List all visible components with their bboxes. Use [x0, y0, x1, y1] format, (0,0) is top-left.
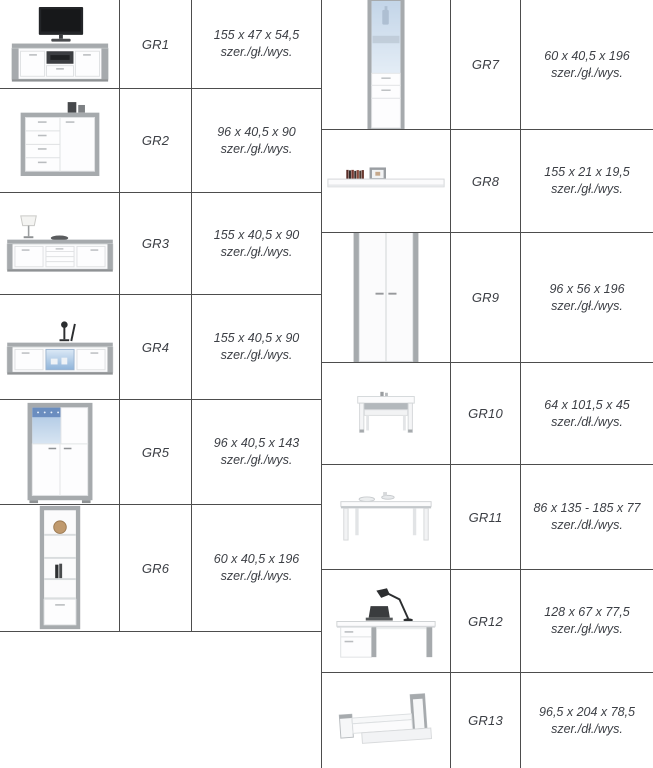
product-code-gr12: GR12 — [451, 570, 521, 673]
dimensions-axes-label: szer./dł./wys. — [551, 414, 623, 429]
dimensions-value: 96,5 x 204 x 78,5 — [539, 704, 635, 719]
dimensions-value: 96 x 56 x 196 — [549, 281, 625, 296]
product-dimensions-cell — [521, 233, 653, 363]
product-code-gr2: GR2 — [120, 89, 192, 193]
dimensions-value: 96 x 40,5 x 90 — [217, 124, 296, 139]
product-table-left — [0, 0, 322, 632]
furniture-image-chest-of-drawers — [0, 89, 120, 193]
product-dimensions-cell — [521, 0, 653, 130]
product-dimensions-cell — [521, 465, 653, 570]
dimensions-axes-label: szer./gł./wys. — [220, 45, 293, 59]
furniture-image-vitrine — [322, 0, 451, 130]
product-dimensions-cell — [192, 0, 322, 89]
product-code-gr5: GR5 — [120, 400, 192, 505]
dimensions-axes-label: szer./gł./wys. — [551, 65, 623, 80]
product-code-gr3: GR3 — [120, 193, 192, 295]
dimensions-axes-label: szer./dł./wys. — [551, 518, 623, 532]
dimensions-axes-label: szer./gł./wys. — [220, 348, 293, 362]
product-code-gr4: GR4 — [120, 295, 192, 400]
product-code-gr11: GR11 — [451, 465, 521, 570]
product-code-gr10: GR10 — [451, 363, 521, 465]
furniture-image-sideboard-lamp — [0, 193, 120, 295]
product-dimensions-cell — [521, 130, 653, 233]
dimensions-value: 60 x 40,5 x 196 — [213, 552, 300, 567]
dimensions-value: 86 x 135 - 185 x 77 — [533, 501, 641, 516]
dimensions-axes-label: szer./gł./wys. — [551, 298, 623, 313]
product-dimensions-cell — [192, 400, 322, 505]
furniture-image-wardrobe — [322, 233, 451, 363]
product-code-gr7: GR7 — [451, 0, 521, 130]
product-dimensions-cell — [192, 505, 322, 632]
dimensions-axes-label: szer./gł./wys. — [220, 244, 293, 259]
furniture-image-bed — [322, 673, 451, 768]
dimensions-value: 155 x 47 x 54,5 — [213, 28, 300, 43]
furniture-image-dining-table — [322, 465, 451, 570]
dimensions-value: 155 x 21 x 19,5 — [544, 165, 630, 180]
product-dimensions-cell — [521, 673, 653, 768]
dimensions-axes-label: szer./gł./wys. — [551, 182, 623, 196]
dimensions-value: 155 x 40,5 x 90 — [213, 331, 300, 346]
dimensions-axes-label: szer./gł./wys. — [220, 141, 293, 156]
dimensions-axes-label: szer./dł./wys. — [551, 721, 623, 736]
furniture-image-coffee-table — [322, 363, 451, 465]
furniture-image-display-cabinet — [0, 400, 120, 505]
product-dimensions-cell — [521, 570, 653, 673]
product-code-gr8: GR8 — [451, 130, 521, 233]
product-dimensions-cell — [192, 295, 322, 400]
furniture-image-tv-stand — [0, 0, 120, 89]
furniture-image-sideboard-glass — [0, 295, 120, 400]
product-code-gr6: GR6 — [120, 505, 192, 632]
furniture-image-desk — [322, 570, 451, 673]
furniture-image-wall-shelf — [322, 130, 451, 233]
product-code-gr9: GR9 — [451, 233, 521, 363]
product-dimensions-cell — [192, 193, 322, 295]
product-code-gr13: GR13 — [451, 673, 521, 768]
product-code-gr1: GR1 — [120, 0, 192, 89]
dimensions-axes-label: szer./gł./wys. — [220, 453, 293, 467]
product-dimensions-cell — [521, 363, 653, 465]
dimensions-value: 128 x 67 x 77,5 — [544, 605, 630, 620]
dimensions-value: 96 x 40,5 x 143 — [213, 436, 300, 451]
furniture-image-bookcase — [0, 505, 120, 632]
product-table-right — [321, 0, 653, 768]
dimensions-axes-label: szer./gł./wys. — [220, 569, 293, 583]
dimensions-axes-label: szer./gł./wys. — [551, 622, 623, 636]
dimensions-value: 64 x 101,5 x 45 — [544, 397, 630, 412]
dimensions-value: 155 x 40,5 x 90 — [213, 227, 300, 242]
dimensions-value: 60 x 40,5 x 196 — [544, 48, 630, 63]
product-dimensions-cell — [192, 89, 322, 193]
